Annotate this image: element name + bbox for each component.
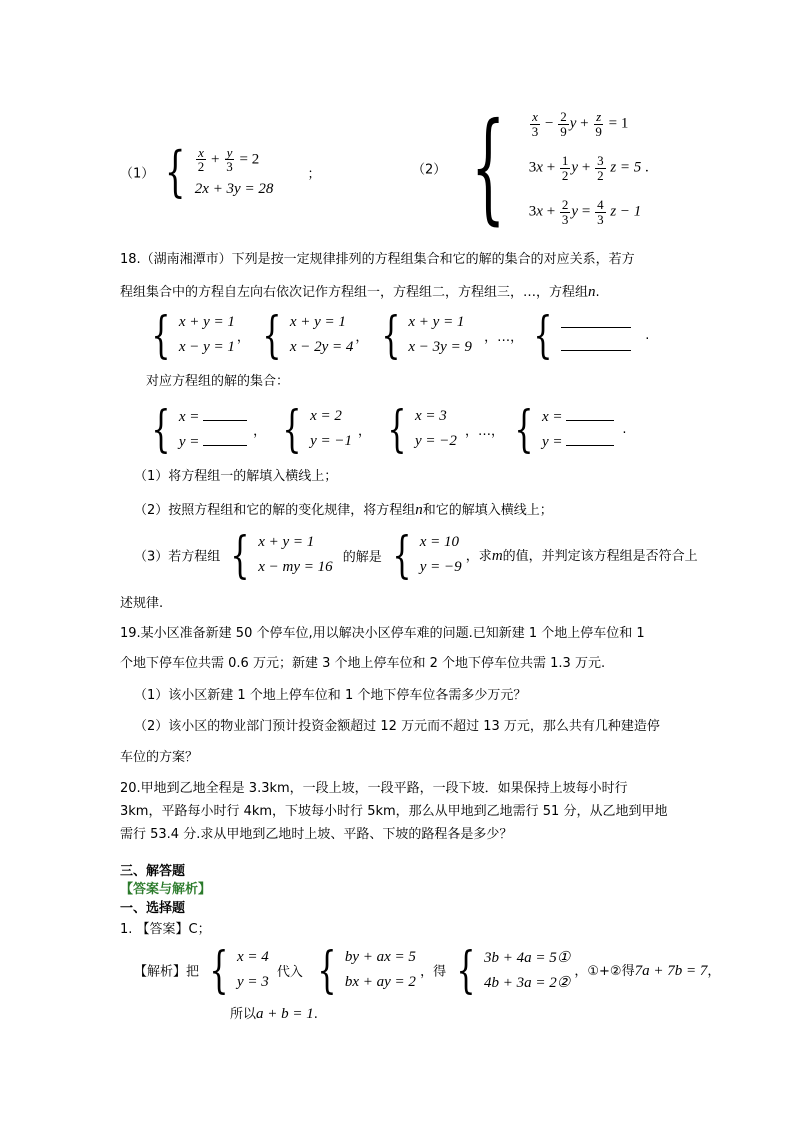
substitution-system: { x = 4 y = 3 — [209, 941, 269, 999]
blank-line[interactable] — [561, 315, 631, 328]
p17-part1 — [120, 142, 321, 202]
brace-icon: { — [392, 526, 412, 584]
brace-icon: { — [514, 400, 534, 458]
p18-sol1: { x = y = — [145, 404, 247, 454]
p20-line1: 20.甲地到乙地全程是 3.3km，一段上坡，一段平路，一段下坡．如果保持上坡每小时行 — [120, 781, 628, 796]
p18-set3: { x + y = 1 x − 3y = 9 — [380, 306, 472, 364]
answers-header: 【答案与解析】 — [120, 882, 212, 897]
brace-icon: { — [209, 941, 229, 999]
brace-icon: { — [471, 98, 506, 237]
p20-line3: 需行 53.4 分.求从甲地到乙地时上坡、平路、下坡的路程各是多少？ — [120, 827, 513, 842]
p18-q3-system: { x + y = 1 x − my = 16 — [230, 526, 333, 584]
p18-equation-sets: { x + y = 1 x − y = 1 ， { x + y = 1 x − 2y = 4 ， { x + y = 1 x − 3y = 9 ，…， { . — [145, 310, 649, 360]
p19-q2-line1: （2）该小区的物业部门预计投资金额超过 12 万元而不超过 13 万元，那么共有几种建造停 — [134, 719, 660, 734]
p18-solution-sets: { x = y = ， { x = 2 y = −1 ， { x = 3 y = −2 ，…， { x = y = . — [145, 404, 627, 454]
equation-system: { by + ax = 5 bx + ay = 2 — [317, 941, 416, 999]
brace-icon: { — [380, 306, 401, 364]
brace-icon: { — [165, 140, 186, 203]
p19-line2: 个地下停车位共需 0.6 万元；新建 3 个地上停车位和 2 个地下停车位共需 1.3 万元. — [120, 656, 606, 671]
blank-line[interactable] — [203, 408, 247, 421]
p17-semicolon: ； — [307, 166, 321, 182]
p17-sys1-row1: $\frac{x}{2}$ + $\frac{y}{3}$ = 2 — [197, 144, 260, 175]
blank-line[interactable] — [566, 433, 614, 446]
blank-line[interactable] — [203, 433, 247, 446]
p19-line1: 19.某小区准备新建 50 个停车位,用以解决小区停车难的问题.已知新建 1 个地上停车位和 1 — [120, 626, 645, 641]
brace-icon: { — [533, 306, 553, 364]
p18-q3: （3）若方程组 { x + y = 1 x − my = 16 的解是 { x = 10 y = −9 ，求m的值，并判定该方程组是否符合上 — [134, 526, 698, 584]
p17-sys2-row1: $\frac{x}{3}$ − $\frac{2}{9}$ y + $\frac{z}{9}$ = 1 — [531, 108, 629, 139]
answer-1-analysis: 【解析】把 { x = 4 y = 3 代入 { by + ax = 5 bx + ay = 2 ，得 { 3b + 4a = 5① 4b + 3a = 2② ，①+②得7a + 7b = 7， — [134, 941, 721, 999]
p17-sys2-row2: 3x + $\frac{1}{2}$ y + $\frac{3}{2}$ z = 5 . — [528, 152, 649, 183]
blank-line[interactable] — [561, 338, 631, 351]
p17-sys2-row3: 3x + $\frac{2}{3}$ y = $\frac{4}{3}$ z − 1 — [528, 196, 642, 227]
p18-sol3: { x = 3 y = −2 — [387, 400, 457, 458]
p18-sol2: { x = 2 y = −1 — [282, 400, 352, 458]
p17-system1 — [158, 142, 273, 202]
p18-q2: （2）按照方程组和它的解的变化规律，将方程组n和它的解填入横线上； — [134, 502, 553, 518]
p18-sol-n: { x = y = — [508, 404, 614, 454]
brace-icon: { — [151, 400, 171, 458]
p20-line2: 3km，平路每小时行 4km，下坡每小时行 5km，那么从甲地到乙地需行 51 分，从乙地到甲地 — [120, 804, 668, 819]
p17-system2 — [450, 98, 649, 237]
blank-line[interactable] — [566, 408, 614, 421]
p17-part2 — [412, 98, 649, 237]
answer-1-label: 1. 【答案】C； — [120, 922, 211, 937]
p18-set-n-blank — [527, 306, 631, 364]
p17-label1: （1） — [120, 166, 155, 182]
p18-q3-cont: 述规律. — [120, 596, 164, 611]
p18-set2: { x + y = 1 x − 2y = 4 — [262, 306, 354, 364]
result-system: { 3b + 4a = 5① 4b + 3a = 2② — [456, 941, 571, 999]
section-heading-3: 三、解答题 — [120, 864, 186, 879]
p18-q1: （1）将方程组一的解填入横线上； — [134, 469, 338, 484]
p18-intro-line2: 程组集合中的方程自左向右依次记作方程组一，方程组二，方程组三，…，方程组n. — [120, 284, 600, 300]
brace-icon: { — [456, 941, 476, 999]
brace-icon: { — [282, 400, 302, 458]
brace-icon: { — [151, 306, 171, 364]
p17-sys1-row2: 2x + 3y = 28 — [194, 181, 274, 198]
brace-icon: { — [230, 526, 250, 584]
p18-solution-intro: 对应方程组的解的集合： — [146, 374, 290, 389]
answer-1-conclusion: 所以a + b = 1. — [230, 1006, 318, 1022]
brace-icon: { — [387, 400, 407, 458]
brace-icon: { — [317, 941, 337, 999]
brace-icon: { — [262, 306, 282, 364]
p19-q1: （1）该小区新建 1 个地上停车位和 1 个地下停车位各需多少万元？ — [134, 688, 527, 703]
section-heading-1: 一、选择题 — [120, 901, 186, 916]
p18-q3-solution: { x = 10 y = −9 — [392, 526, 462, 584]
p17-label2: （2） — [412, 162, 447, 178]
p18-intro-line1: 18.（湖南湘潭市）下列是按一定规律排列的方程组集合和它的解的集合的对应关系，若方 — [120, 252, 635, 267]
p19-q2-line2: 车位的方案？ — [120, 750, 199, 765]
p18-set1: { x + y = 1 x − y = 1 — [151, 306, 235, 364]
